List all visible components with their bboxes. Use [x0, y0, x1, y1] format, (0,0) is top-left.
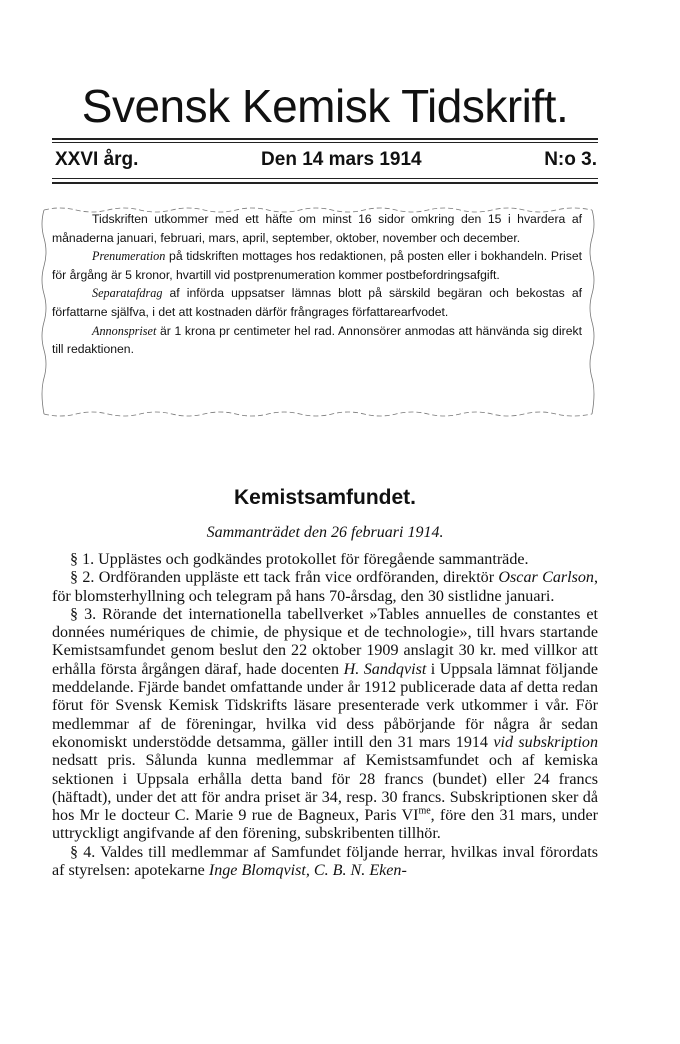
paragraph-section-3 — [52, 606, 598, 844]
volume-label: XXVI årg. — [55, 149, 139, 170]
notice-paragraph-subscription — [52, 247, 582, 284]
article-subtitle: Sammanträdet den 26 februari 1914. — [206, 524, 444, 541]
section-3-text-a: § 3. Rörande det internationella tabellverket »Tables annuelles de constantes et données numériques de chimie, de physique et de technologie», till hvars startande Kemistsamfundet genom beslut den 22 oktober 1909 anslagit 30 kr. med villkor att erhålla första årgången däraf, hade docenten — [52, 605, 598, 678]
issue-number: N:o 3. — [544, 149, 597, 170]
notice-text-prenumeration: på tidskriften mottages hos redaktionen, på posten eller i bokhandeln. Priset för årgång är 5 kronor, hvartill vid postprenumeration kommer postbefordringsafgift. — [52, 249, 582, 282]
person-name-carlson: Oscar Carlson — [498, 569, 594, 587]
header-rule-top-thin — [52, 142, 598, 143]
notice-text — [52, 210, 582, 359]
paragraph-section-2 — [52, 569, 598, 606]
section-2-text-b: , för blomsterhyllning och telegram på hans 70-årsdag, den 30 sistlidne januari. — [52, 569, 598, 605]
section-2-text-a: § 2. Ordföranden uppläste ett tack från vice ordföranden, direktör — [70, 569, 499, 587]
person-name-sandqvist: H. Sandqvist — [343, 660, 427, 678]
issue-line — [55, 149, 597, 171]
paragraph-section-1: § 1. Upplästes och godkändes protokollet för föregående sammanträde. — [70, 551, 529, 568]
notice-text-annonspriset: är 1 krona pr centimeter hel rad. Annonsörer anmodas att hänvända sig direkt till redaktionen. — [52, 323, 582, 357]
journal-title: Svensk Kemisk Tidskrift. — [81, 80, 569, 132]
notice-paragraph-advertising — [52, 322, 582, 359]
section-3-text-d: , före den 31 mars, under uttryckligt angifvande af den förening, subskribenten tillhör. — [52, 807, 598, 843]
section-4-text-a: § 4. Valdes till medlemmar af Samfundet följande herrar, hvilkas inval förordats af styrelsen: apotekarne — [52, 843, 598, 880]
header-rule-bottom-thin — [52, 178, 598, 179]
notice-paragraph-offprints — [52, 284, 582, 321]
section-3-text-b: i Uppsala lämnat följande meddelande. Fjärde bandet omfattande under år 1912 publicerade data af detta redan förut för Svensk Kemisk Tidskrifts läsare presenterade verk utkommer i vår. För medlemmar af de föreningar, hvilka vid dess påbörjande för några år sedan ekonomiskt understödde detsamma, gäller intill den 31 mars 1914 — [52, 660, 598, 751]
arrondissement-superscript: me — [418, 805, 431, 817]
header-rule-bottom — [52, 182, 598, 184]
subscription-notice-box — [40, 204, 596, 420]
article-title: Kemistsamfundet. — [233, 486, 417, 509]
header-rule-top — [52, 138, 598, 140]
notice-label-separatafdrag: Separatafdrag — [92, 286, 163, 301]
article-body — [52, 551, 598, 880]
person-names-new-members: Inge Blomqvist, C. B. N. Eken- — [208, 862, 407, 880]
notice-label-annonspriset: Annonspriset — [92, 323, 157, 338]
notice-label-prenumeration: Prenumeration — [92, 249, 166, 264]
issue-date: Den 14 mars 1914 — [261, 149, 422, 170]
notice-text-separatafdrag: af införda uppsatser lämnas blott på särskild begäran och bekostas af författarne själfva, i det att kostnaden därför frångrages författarearfvodet. — [52, 286, 582, 319]
paragraph-section-4 — [52, 844, 598, 881]
notice-paragraph-publication: Tidskriften utkommer med ett häfte om minst 16 sidor omkring den 15 i hvardera af månaderna januari, februari, mars, april, september, oktober, november och december. — [52, 212, 582, 245]
emphasis-subskription: vid subskription — [493, 733, 599, 751]
section-3-text-c: nedsatt pris. Sålunda kunna medlemmar af Kemistsamfundet och af kemiska sektionen i Uppsala erhålla detta band för 28 francs (bundet) eller 24 francs (häftadt), under det att för andra priset är 34, resp. 30 francs. Subskriptionen sker då hos Mr le docteur C. Marie 9 rue de Bagneux, Paris VI — [52, 752, 598, 825]
